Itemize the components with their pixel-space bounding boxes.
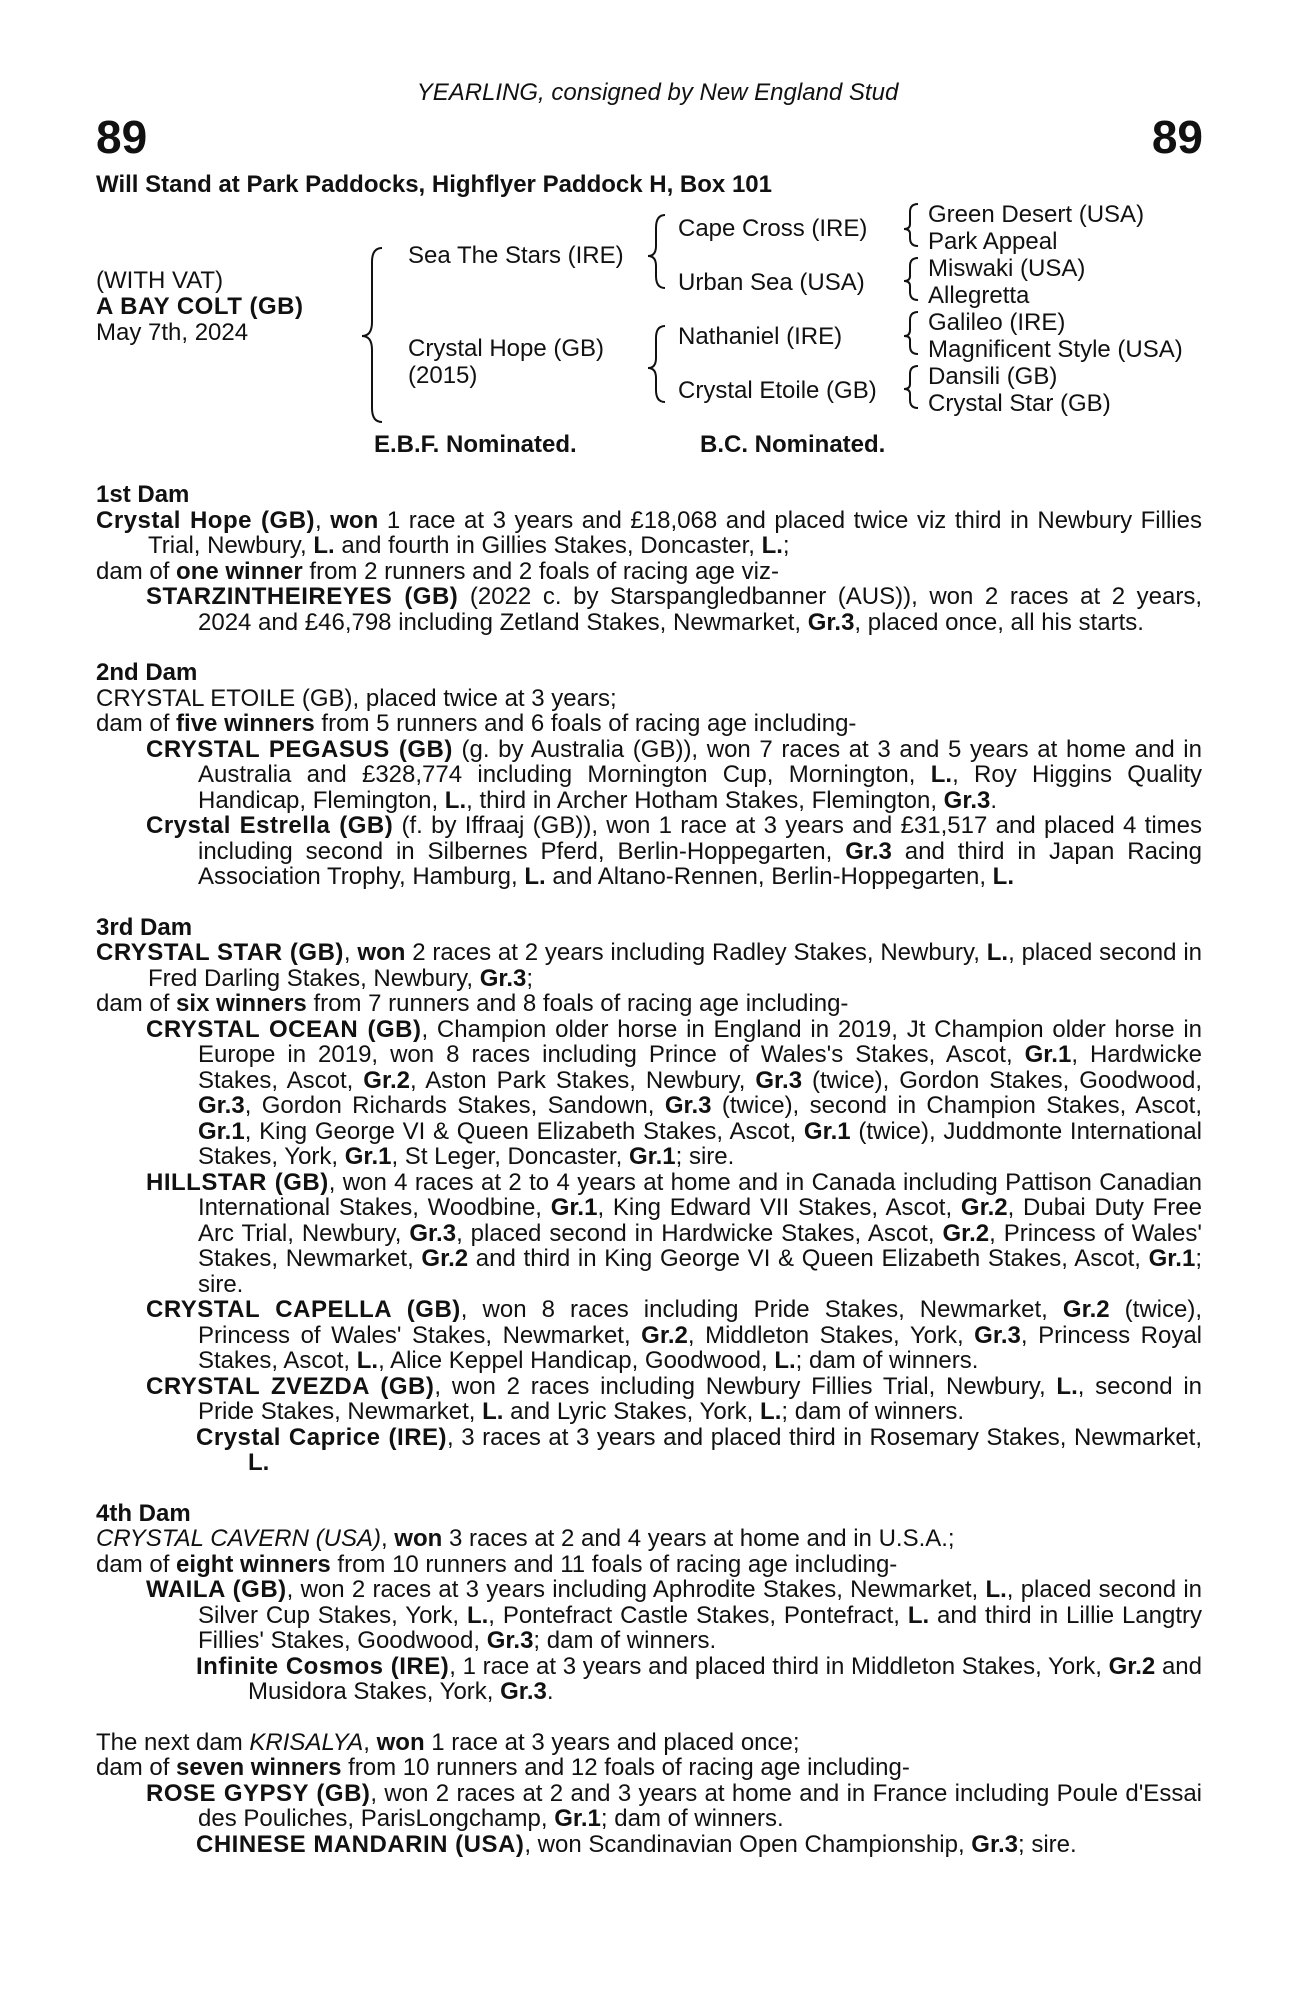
next-dam-record: The next dam KRISALYA, won 1 race at 3 years and placed once; [96,1728,800,1756]
third-dam-progeny-4: CRYSTAL ZVEZDA (GB), won 2 races including Newbury Fillies Trial, Newbury, L., second in Pride Stakes, Newmarket, L. and Lyric Stakes, York, L.; dam of winners. [146,1372,1203,1425]
fourth-dam-record: CRYSTAL CAVERN (USA), won 3 races at 2 and 4 years at home and in U.S.A.; [96,1525,955,1552]
dam-history [96,482,1202,1857]
ebf-nominated: E.B.F. Nominated. [374,431,577,458]
next-dam-section [96,1730,1202,1858]
pedigree-braces [0,0,1315,460]
lot-number-left: 89 [96,111,148,163]
stand-location: Will Stand at Park Paddocks, Highflyer Paddock H, Box 101 [96,171,772,198]
first-dam-produce: dam of one winner from 2 runners and 2 foals of racing age viz- [96,557,779,585]
second-dam-record: CRYSTAL ETOILE (GB), placed twice at 3 years; [96,684,617,712]
pedigree-g3: Miswaki (USA) [928,255,1086,282]
pedigree-sire-dam: Urban Sea (USA) [678,269,865,296]
third-dam-record: CRYSTAL STAR (GB), won 2 races at 2 years including Radley Stakes, Newbury, L., placed second in Fred Darling Stakes, Newbury, Gr.3; [96,939,1202,992]
second-dam-progeny-2: Crystal Estrella (GB) (f. by Iffraaj (GB)), won 1 race at 3 years and £31,517 and placed 4 times including second in Silbernes Pferd, Berlin-Hoppegarten, Gr.3 and third in Japan Racing Association Trophy, Hamburg, L. and Altano-Rennen, Berlin-Hoppegarten, L. [146,812,1202,890]
third-dam-progeny-2: HILLSTAR (GB), won 4 races at 2 to 4 years at home and in Canada including Pattison Canadian International Stakes, Woodbine, Gr.1, King Edward VII Stakes, Ascot, Gr.2, Dubai Duty Free Arc Trial, Newbury, Gr.3, placed second in Hardwicke Stakes, Ascot, Gr.2, Princess of Wales' Stakes, Newmarket, Gr.2 and third in King George VI & Queen Elizabeth Stakes, Ascot, Gr.1; sire. [146,1168,1202,1298]
third-dam-heading: 3rd Dam [96,913,193,941]
consignment-subtitle: YEARLING, consigned by New England Stud [416,79,899,106]
first-dam-heading: 1st Dam [96,481,190,508]
pedigree-dam-sire: Nathaniel (IRE) [678,323,843,350]
pedigree-g1: Green Desert (USA) [928,201,1145,228]
fourth-dam-progeny-2: Infinite Cosmos (IRE), 1 race at 3 years and placed third in Middleton Stakes, York, Gr.2 and Musidora Stakes, York, Gr.3. [196,1652,1202,1705]
horse-name: A BAY COLT (GB) [96,293,304,320]
pedigree-dam-year: (2015) [408,362,478,389]
pedigree-g6: Magnificent Style (USA) [928,336,1183,363]
second-dam-heading: 2nd Dam [96,659,198,686]
second-dam-produce: dam of five winners from 5 runners and 6 foals of racing age including- [96,710,857,737]
third-dam-progeny-5: Crystal Caprice (IRE), 3 races at 3 years and placed third in Rosemary Stakes, Newmarket, L. [196,1423,1203,1476]
pedigree-g8: Crystal Star (GB) [928,390,1111,417]
first-dam-progeny-1: STARZINTHEIREYES (GB) (2022 c. by Starspangledbanner (AUS)), won 2 races at 2 years, 2024 and £46,798 including Zetland Stakes, Newmarket, Gr.3, placed once, all his starts. [146,583,1202,636]
fourth-dam-section [96,1501,1202,1705]
horse-dob: May 7th, 2024 [96,319,249,346]
pedigree-g2: Park Appeal [928,228,1058,255]
pedigree-sire-sire: Cape Cross (IRE) [678,215,868,242]
third-dam-progeny-1: CRYSTAL OCEAN (GB), Champion older horse in England in 2019, Jt Champion older horse in Europe in 2019, won 8 races including Prince of Wales's Stakes, Ascot, Gr.1, Hardwicke Stakes, Ascot, Gr.2, Aston Park Stakes, Newbury, Gr.3 (twice), Gordon Stakes, Goodwood, Gr.3, Gordon Richards Stakes, Sandown, Gr.3 (twice), second in Champion Stakes, Ascot, Gr.1, King George VI & Queen Elizabeth Stakes, Ascot, Gr.1 (twice), Juddmonte International Stakes, York, Gr.1, St Leger, Doncaster, Gr.1; sire. [146,1015,1203,1170]
next-dam-produce: dam of seven winners from 10 runners and 12 foals of racing age including- [96,1754,910,1781]
second-dam-progeny-1: CRYSTAL PEGASUS (GB) (g. by Australia (GB)), won 7 races at 3 and 5 years at home and in Australia and £328,774 including Mornington Cup, Mornington, L., Roy Higgins Quality Handicap, Flemington, L., third in Archer Hotham Stakes, Flemington, Gr.3. [146,735,1202,814]
third-dam-produce: dam of six winners from 7 runners and 8 foals of racing age including- [96,990,849,1017]
vat-note: (WITH VAT) [96,267,224,294]
first-dam-record: Crystal Hope (GB), won 1 race at 3 years and £18,068 and placed twice viz third in Newbury Fillies Trial, Newbury, L. and fourth in Gillies Stakes, Doncaster, L.; [96,506,1202,559]
next-dam-progeny-2: CHINESE MANDARIN (USA), won Scandinavian Open Championship, Gr.3; sire. [196,1830,1077,1858]
pedigree-g4: Allegretta [928,282,1030,309]
fourth-dam-heading: 4th Dam [96,1499,191,1527]
second-dam-section [96,660,1202,890]
fourth-dam-progeny-1: WAILA (GB), won 2 races at 3 years including Aphrodite Stakes, Newmarket, L., placed second in Silver Cup Stakes, York, L., Pontefract Castle Stakes, Pontefract, L. and third in Lillie Langtry Fillies' Stakes, Goodwood, Gr.3; dam of winners. [146,1576,1202,1654]
pedigree-dam-dam: Crystal Etoile (GB) [678,377,877,404]
pedigree-sire: Sea The Stars (IRE) [408,242,624,269]
third-dam-section [96,915,1202,1476]
pedigree-dam: Crystal Hope (GB) [408,335,605,362]
next-dam-progeny-1: ROSE GYPSY (GB), won 2 races at 2 and 3 years at home and in France including Poule d'Essai des Pouliches, ParisLongchamp, Gr.1; dam of winners. [146,1779,1202,1832]
pedigree-g5: Galileo (IRE) [928,309,1066,336]
fourth-dam-produce: dam of eight winners from 10 runners and 11 foals of racing age including- [96,1550,898,1578]
lot-number-right: 89 [1151,111,1203,163]
first-dam-section [96,482,1202,635]
third-dam-progeny-3: CRYSTAL CAPELLA (GB), won 8 races including Pride Stakes, Newmarket, Gr.2 (twice), Princess of Wales' Stakes, Newmarket, Gr.2, Middleton Stakes, York, Gr.3, Princess Royal Stakes, Ascot, L., Alice Keppel Handicap, Goodwood, L.; dam of winners. [146,1296,1203,1374]
pedigree-g7: Dansili (GB) [928,363,1058,390]
bc-nominated: B.C. Nominated. [700,431,886,458]
